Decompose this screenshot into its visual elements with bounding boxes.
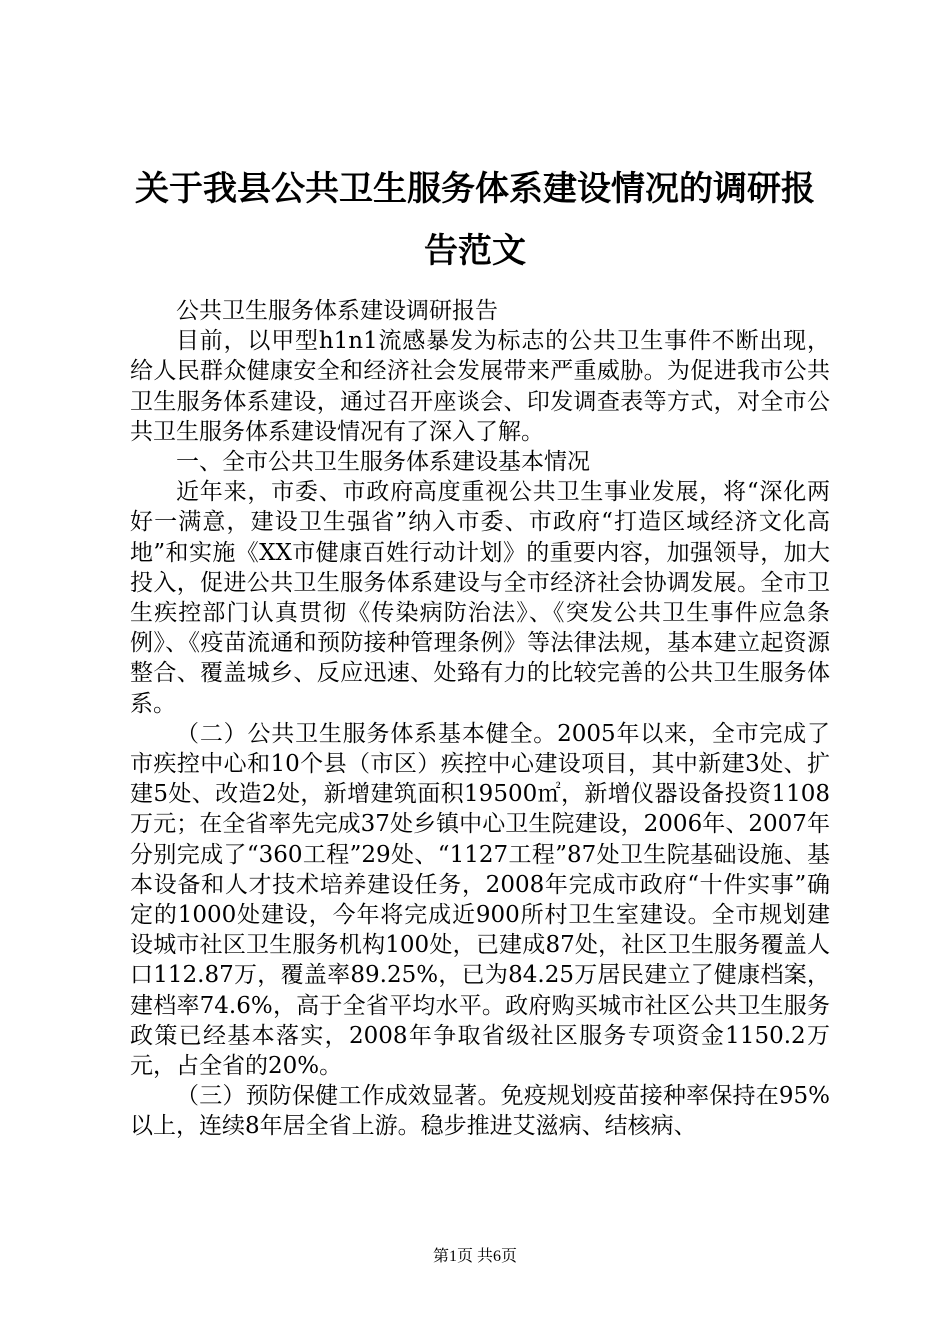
subtitle-paragraph: 公共卫生服务体系建设调研报告	[176, 298, 498, 324]
page-title: 关于我县公共卫生服务体系建设情况的调研报告范文	[135, 169, 815, 271]
intro-paragraph: 目前，以甲型h1n1流感暴发为标志的公共卫生事件不断出现，给人民群众健康安全和经济社会发展带来严重威胁。为促进我市公共卫生服务体系建设，通过召开座谈会、印发调查表等方式，对全市公共卫生服务体系建设情况有了深入了解。	[130, 328, 830, 445]
section-heading: 一、全市公共卫生服务体系建设基本情况	[176, 449, 590, 476]
body-paragraph: （二）公共卫生服务体系基本健全。2005年以来，全市完成了市疾控中心和10个县（市区）疾控中心建设项目，其中新建3处、扩建5处、改造2处，新增建筑面积19500㎡，新增仪器设备投资1108万元；在全省率先完成37处乡镇中心卫生院建设，2006年、2007年分别完成了“360工程”29处、“1127工程”87处卫生院基础设施、基本设备和人才技术培养建设任务，2008年完成市政府“十件实事”确定的1000处建设，今年将完成近900所村卫生室建设。全市规划建设城市社区卫生服务机构100处，已建成87处，社区卫生服务覆盖人口112.87万，覆盖率89.25%，已为84.25万居民建立了健康档案，建档率74.6%，高于全省平均水平。政府购买城市社区公共卫生服务政策已经基本落实，2008年争取省级社区服务专项资金1150.2万元，占全省的20%。	[130, 720, 830, 1080]
document-body	[130, 296, 830, 1142]
body-paragraph: （三）预防保健工作成效显著。免疫规划疫苗接种率保持在95%以上，连续8年居全省上游。稳步推进艾滋病、结核病、	[130, 1083, 830, 1140]
body-paragraph: 近年来，市委、市政府高度重视公共卫生事业发展，将“深化两好一满意，建设卫生强省”纳入市委、市政府“打造区域经济文化高地”和实施《XX市健康百姓行动计划》的重要内容，加强领导，加大投入，促进公共卫生服务体系建设与全市经济社会协调发展。全市卫生疾控部门认真贯彻《传染病防治法》、《突发公共卫生事件应急条例》、《疫苗流通和预防接种管理条例》等法律法规，基本建立起资源整合、覆盖城乡、反应迅速、处臵有力的比较完善的公共卫生服务体系。	[130, 479, 830, 717]
page-footer: 第1页 共6页	[432, 1248, 517, 1265]
